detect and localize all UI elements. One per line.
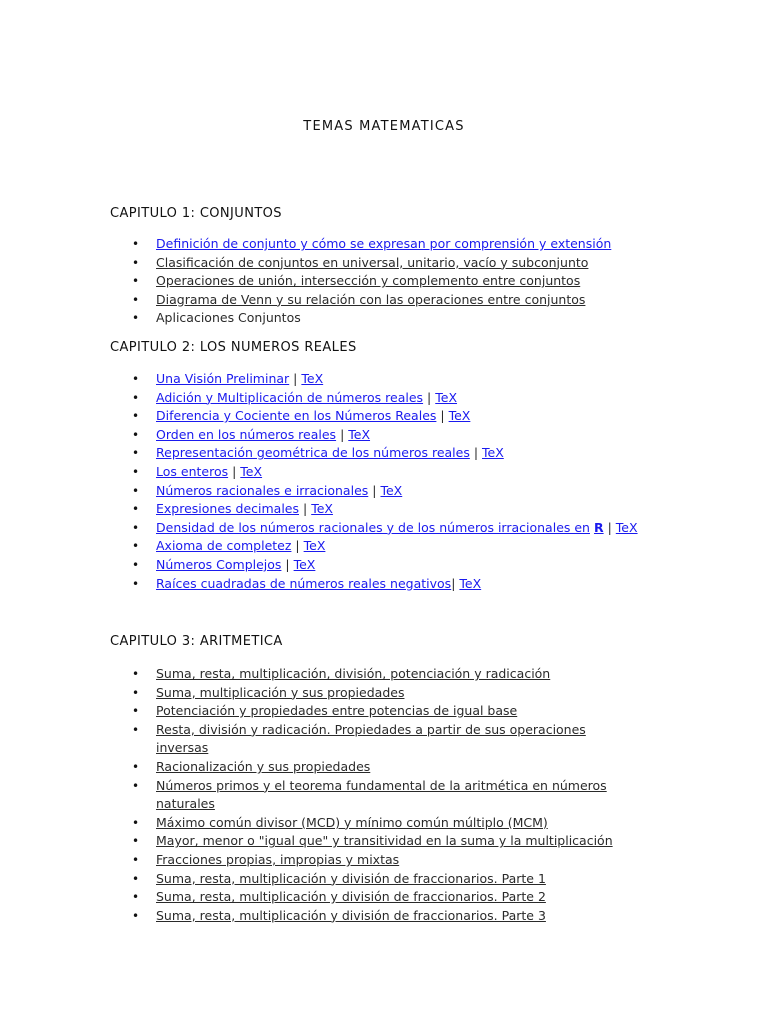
tex-link[interactable]: TeX <box>448 408 471 424</box>
separator: | <box>232 463 237 479</box>
bullet-icon: • <box>132 834 140 849</box>
topic-link[interactable]: Potenciación y propiedades entre potencias de igual base <box>156 703 518 719</box>
list-item <box>132 702 626 721</box>
list-item <box>132 575 638 594</box>
list-item <box>132 870 626 889</box>
topic-link[interactable]: Fracciones propias, impropias y mixtas <box>156 851 400 867</box>
bullet-icon: • <box>132 427 140 442</box>
bullet-icon: • <box>132 778 140 793</box>
topic-link[interactable]: Expresiones decimales <box>156 501 299 517</box>
separator: | <box>372 482 377 498</box>
list-item <box>132 758 626 777</box>
bullet-icon: • <box>132 237 140 251</box>
chapter-3-list <box>132 665 626 925</box>
page-title: TEMAS MATEMATICAS <box>303 119 465 134</box>
tex-link[interactable]: TeX <box>301 371 324 386</box>
bullet-icon: • <box>132 685 140 700</box>
bullet-icon: • <box>132 871 140 886</box>
bullet-icon: • <box>132 722 140 737</box>
list-item <box>132 370 638 389</box>
topic-link[interactable]: Suma, resta, multiplicación y división de fraccionarios. Parte 1 <box>156 870 546 886</box>
bullet-icon: • <box>132 372 140 386</box>
topic-link[interactable]: Una Visión Preliminar <box>156 371 290 386</box>
tex-link[interactable]: TeX <box>435 389 458 405</box>
topic-text: Aplicaciones Conjuntos <box>156 310 301 326</box>
topic-link[interactable]: Resta, división y radicación. Propiedades a partir de sus operaciones inversas <box>156 721 586 756</box>
separator: | <box>440 408 445 424</box>
bullet-icon: • <box>132 274 140 289</box>
list-item <box>132 777 626 814</box>
list-item <box>132 444 638 463</box>
bullet-icon: • <box>132 409 140 424</box>
topic-link[interactable]: Representación geométrica de los números reales <box>156 445 470 461</box>
list-item <box>132 463 638 482</box>
list-item <box>132 556 638 575</box>
separator: | <box>340 426 345 442</box>
bullet-icon: • <box>132 520 140 535</box>
topic-link[interactable]: Suma, resta, multiplicación y división de fraccionarios. Parte 3 <box>156 907 546 923</box>
list-item <box>132 665 626 684</box>
real-numbers-symbol[interactable]: R <box>593 519 604 535</box>
topic-link[interactable]: Diagrama de Venn y su relación con las operaciones entre conjuntos <box>156 291 586 307</box>
list-item <box>132 407 638 426</box>
separator: | <box>285 556 290 572</box>
chapter-3-heading: CAPITULO 3: ARITMETICA <box>110 634 283 649</box>
tex-link[interactable]: TeX <box>240 463 263 479</box>
list-item <box>132 389 638 408</box>
topic-link[interactable]: Números Complejos <box>156 556 282 572</box>
topic-link[interactable]: Racionalización y sus propiedades <box>156 758 371 774</box>
tex-link[interactable]: TeX <box>459 575 482 591</box>
list-item <box>132 832 626 851</box>
topic-link[interactable]: Operaciones de unión, intersección y complemento entre conjuntos <box>156 273 581 289</box>
bullet-icon: • <box>132 464 140 479</box>
bullet-icon: • <box>132 390 140 405</box>
list-item <box>132 235 611 254</box>
bullet-icon: • <box>132 446 140 461</box>
tex-link[interactable]: TeX <box>380 482 403 498</box>
tex-link[interactable]: TeX <box>348 426 371 442</box>
bullet-icon: • <box>132 576 140 591</box>
bullet-icon: • <box>132 502 140 517</box>
list-item <box>132 482 638 501</box>
bullet-icon: • <box>132 292 140 307</box>
list-item <box>132 537 638 556</box>
list-item <box>132 684 626 703</box>
separator: | <box>293 371 298 386</box>
topic-link[interactable]: Clasificación de conjuntos en universal, unitario, vacío y subconjunto <box>156 254 589 270</box>
topic-link[interactable]: Densidad de los números racionales y de los números irracionales en <box>156 519 590 535</box>
separator: | <box>295 538 300 554</box>
tex-link[interactable]: TeX <box>615 519 638 535</box>
list-item <box>132 851 626 870</box>
tex-link[interactable]: TeX <box>293 556 316 572</box>
topic-link[interactable]: Suma, resta, multiplicación, división, potenciación y radicación <box>156 666 551 681</box>
topic-link[interactable]: Diferencia y Cociente en los Números Reales <box>156 408 437 424</box>
list-item <box>132 519 638 538</box>
list-item <box>132 309 611 328</box>
tex-link[interactable]: TeX <box>303 538 326 554</box>
bullet-icon: • <box>132 311 140 326</box>
list-item <box>132 426 638 445</box>
bullet-icon: • <box>132 667 140 681</box>
bullet-icon: • <box>132 852 140 867</box>
topic-link[interactable]: Números primos y el teorema fundamental de la aritmética en números naturales <box>156 777 607 812</box>
list-item <box>132 814 626 833</box>
chapter-1-heading: CAPITULO 1: CONJUNTOS <box>110 206 282 221</box>
topic-link[interactable]: Adición y Multiplicación de números reales <box>156 389 424 405</box>
topic-link[interactable]: Números racionales e irracionales <box>156 482 369 498</box>
separator: | <box>427 389 432 405</box>
chapter-1-list <box>132 235 611 328</box>
topic-link[interactable]: Máximo común divisor (MCD) y mínimo común múltiplo (MCM) <box>156 814 548 830</box>
bullet-icon: • <box>132 815 140 830</box>
list-item <box>132 500 638 519</box>
tex-link[interactable]: TeX <box>311 501 333 517</box>
bullet-icon: • <box>132 890 140 905</box>
separator: | <box>302 501 308 517</box>
topic-link[interactable]: Suma, resta, multiplicación y división de fraccionarios. Parte 2 <box>156 889 546 905</box>
topic-link[interactable]: Suma, multiplicación y sus propiedades <box>156 684 405 700</box>
list-item <box>132 254 611 273</box>
chapter-2-list <box>132 370 638 593</box>
topic-link[interactable]: Definición de conjunto y cómo se expresan por comprensión y extensión <box>156 236 612 251</box>
tex-link[interactable]: TeX <box>482 445 504 461</box>
topic-link[interactable]: Orden en los números reales <box>156 426 337 442</box>
bullet-icon: • <box>132 483 140 498</box>
separator: | <box>473 445 479 461</box>
bullet-icon: • <box>132 704 140 719</box>
bullet-icon: • <box>132 908 140 923</box>
list-item <box>132 721 626 758</box>
topic-link[interactable]: Mayor, menor o "igual que" y transitividad en la suma y la multiplicación <box>156 833 613 849</box>
bullet-icon: • <box>132 539 140 554</box>
list-item <box>132 907 626 926</box>
list-item <box>132 291 611 310</box>
topic-link[interactable]: Los enteros <box>156 463 229 479</box>
separator: | <box>451 575 456 591</box>
topic-link[interactable]: Raíces cuadradas de números reales negativos <box>156 575 452 591</box>
bullet-icon: • <box>132 557 140 572</box>
list-item <box>132 272 611 291</box>
bullet-icon: • <box>132 255 140 270</box>
separator: | <box>607 519 612 535</box>
topic-link[interactable]: Axioma de completez <box>156 538 292 554</box>
chapter-2-heading: CAPITULO 2: LOS NUMEROS REALES <box>110 340 357 355</box>
list-item <box>132 888 626 907</box>
bullet-icon: • <box>132 759 140 774</box>
